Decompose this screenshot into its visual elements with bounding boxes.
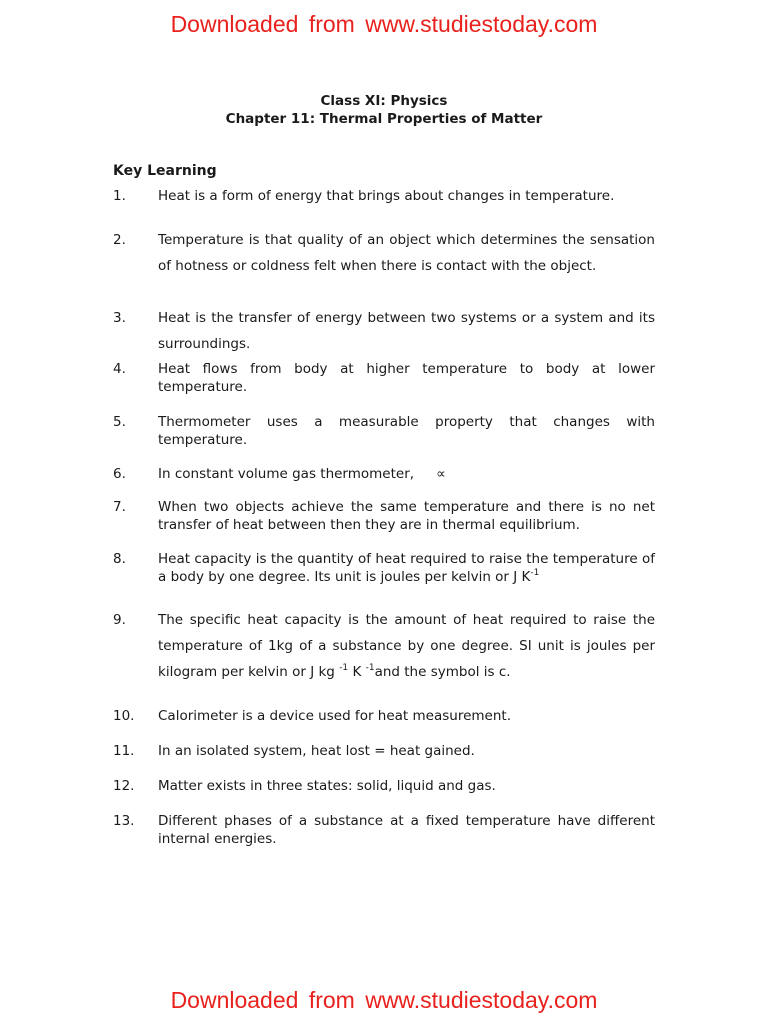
unit-exponent: -1 <box>339 663 349 673</box>
item-text: and the symbol is c. <box>374 664 511 680</box>
list-item <box>113 708 655 726</box>
item-text: The specific heat capacity is the amount of heat required to raise the temperature of 1kg of a substance by one degree. SI unit is joules per kilogram per kelvin or J kg <box>158 612 655 680</box>
list-item <box>113 499 655 534</box>
class-heading: Class XI: Physics <box>320 93 448 109</box>
unit-exponent: -1 <box>365 663 375 673</box>
proportional-symbol: ∝ <box>436 466 446 482</box>
section-title: Key Learning <box>113 163 217 179</box>
list-item <box>113 227 655 279</box>
item-text: Different phases of a substance at a fixed temperature have different internal energies. <box>158 813 655 847</box>
list-item <box>113 188 655 206</box>
item-number: 6. <box>113 466 126 482</box>
item-number: 7. <box>113 499 126 515</box>
item-number: 11. <box>113 743 135 759</box>
item-number: 10. <box>113 708 135 724</box>
item-text: Matter exists in three states: solid, liquid and gas. <box>158 778 496 794</box>
item-text: Calorimeter is a device used for heat measurement. <box>158 708 511 724</box>
item-text: Heat is a form of energy that brings about changes in temperature. <box>158 188 615 204</box>
download-banner-top: Downloaded from www.studiestoday.com <box>170 11 598 37</box>
item-number: 8. <box>113 551 126 567</box>
item-text-wrap <box>158 466 655 484</box>
item-text: Thermometer uses a measurable property that changes with temperature. <box>158 414 655 448</box>
chapter-heading: Chapter 11: Thermal Properties of Matter <box>225 111 543 127</box>
item-number: 5. <box>113 414 126 430</box>
item-number: 2. <box>113 232 126 248</box>
list-item <box>113 813 655 848</box>
list-item <box>113 607 655 685</box>
item-text: In an isolated system, heat lost = heat gained. <box>158 743 475 759</box>
item-text-wrap <box>158 551 655 586</box>
list-item <box>113 743 655 761</box>
item-text: Heat flows from body at higher temperature to body at lower temperature. <box>158 361 655 395</box>
list-item <box>113 466 655 484</box>
list-item <box>113 361 655 396</box>
item-text: When two objects achieve the same temperature and there is no net transfer of heat between then they are in thermal equilibrium. <box>158 499 655 533</box>
item-number: 3. <box>113 310 126 326</box>
item-text: In constant volume gas thermometer, <box>158 466 415 482</box>
item-number: 1. <box>113 188 126 204</box>
list-item <box>113 414 655 449</box>
item-number: 4. <box>113 361 126 377</box>
item-number: 9. <box>113 612 126 628</box>
download-banner-bottom: Downloaded from www.studiestoday.com <box>170 987 598 1013</box>
item-number: 13. <box>113 813 135 829</box>
unit-exponent: -1 <box>530 567 540 578</box>
item-number: 12. <box>113 778 135 794</box>
list-item <box>113 778 655 796</box>
item-text: K <box>348 664 366 680</box>
list-item <box>113 551 655 586</box>
item-text: Heat capacity is the quantity of heat required to raise the temperature of a body by one degree. Its unit is joules per kelvin or J K <box>158 551 655 585</box>
item-text: Heat is the transfer of energy between two systems or a system and its surroundings. <box>158 310 655 352</box>
list-item <box>113 305 655 357</box>
item-text-wrap <box>158 607 655 685</box>
item-text: Temperature is that quality of an object which determines the sensation of hotness or coldness felt when there is contact with the object. <box>158 232 655 274</box>
